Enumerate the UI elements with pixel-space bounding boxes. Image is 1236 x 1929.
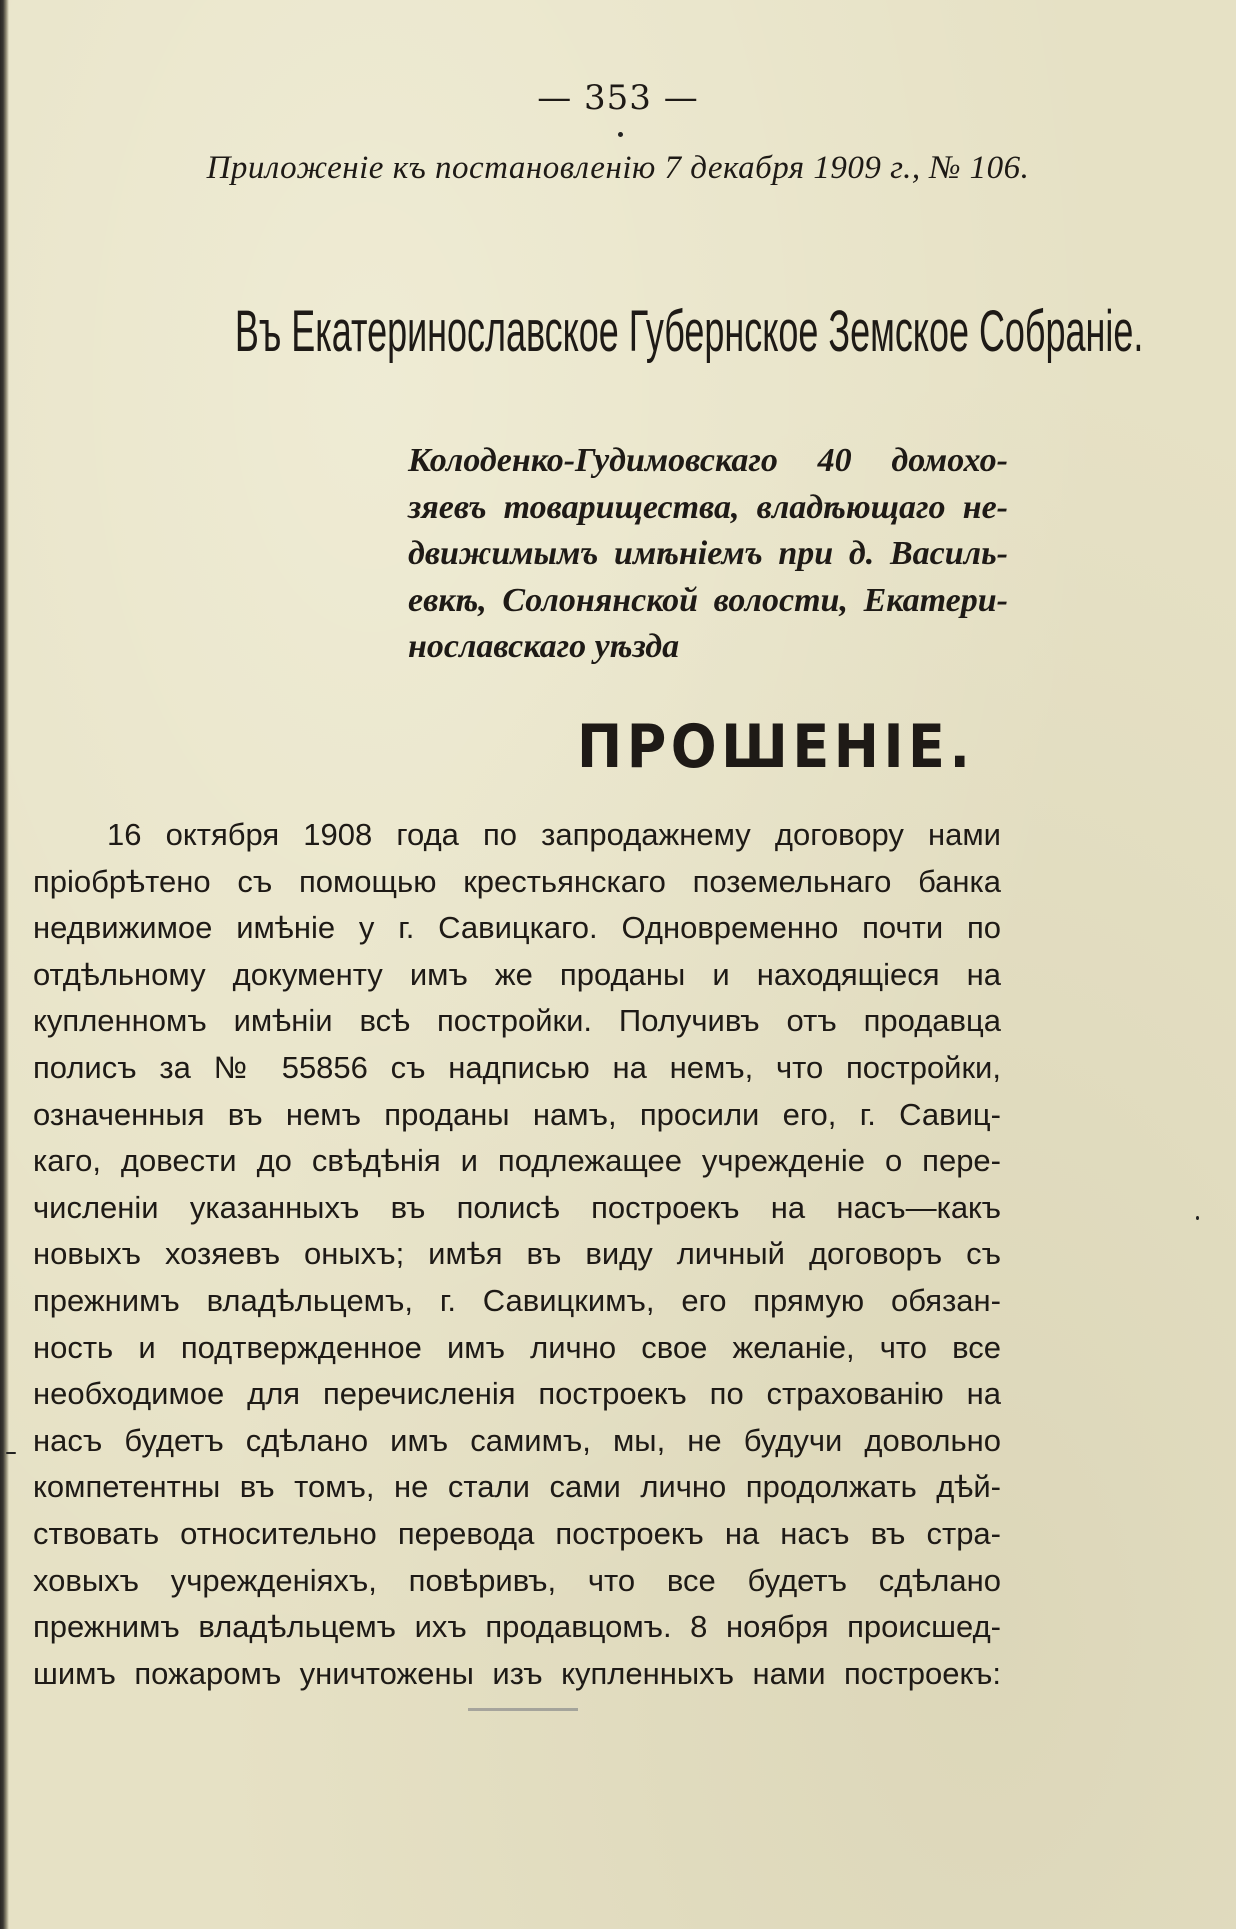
body-line: 16 октября 1908 года по запродажнему договору нами xyxy=(107,817,1001,852)
body-line: недвижимое имѣніе у г. Савицкаго. Одновременно почти по xyxy=(33,910,1001,946)
petitioner-line: евкѣ, Солонянской волости, Екатери- xyxy=(408,581,1008,619)
petitioner-line: нославскаго уѣзда xyxy=(408,628,680,665)
petition-body xyxy=(33,812,1001,1697)
body-line: каго, довести до свѣдѣнія и подлежащее учрежденіе о пере- xyxy=(33,1143,1001,1179)
body-line: прежнимъ владѣльцемъ, г. Савицкимъ, его прямую обязан- xyxy=(33,1282,1001,1318)
body-line: ность и подтвержденное имъ лично свое желаніе, что все xyxy=(33,1329,1001,1365)
ink-speck xyxy=(6,1452,16,1454)
body-line: купленномъ имѣніи всѣ постройки. Получивъ отъ продавца xyxy=(33,1003,1001,1039)
petitioner-line: Колоденко-Гудимовскаго 40 домохо- xyxy=(408,442,1008,479)
petitioner-block xyxy=(408,438,1008,671)
body-line: прежнимъ владѣльцемъ ихъ продавцомъ. 8 ноября происшед- xyxy=(33,1609,1001,1645)
ink-speck xyxy=(1196,1216,1199,1220)
body-line: означенныя въ немъ проданы намъ, просили его, г. Савиц- xyxy=(33,1096,1001,1132)
document-title: ПРОШЕНІЕ. xyxy=(577,712,975,782)
body-line: отдѣльному документу имъ же проданы и находящіеся на xyxy=(33,956,1001,992)
body-line: ствовать относительно перевода построекъ на насъ въ стра- xyxy=(33,1515,1001,1551)
ink-speck xyxy=(618,132,623,137)
body-line: новыхъ хозяевъ оныхъ; имѣя въ виду личный договоръ съ xyxy=(33,1236,1001,1272)
body-line: численіи указанныхъ въ полисѣ построекъ на насъ—какъ xyxy=(33,1189,1001,1225)
petitioner-line: движимымъ имѣніемъ при д. Василь- xyxy=(408,535,1008,572)
end-rule xyxy=(468,1708,578,1711)
body-line: компетентны въ томъ, не стали сами лично продолжать дѣй- xyxy=(33,1469,1001,1505)
petitioner-line: зяевъ товарищества, владѣющаго не- xyxy=(408,488,1008,526)
body-line: пріобрѣтено съ помощью крестьянскаго поземельнаго банка xyxy=(33,863,1001,899)
appendix-note: Приложеніе къ постановленію 7 декабря 1909 г., № 106. xyxy=(206,150,1030,186)
addressee-heading: Въ Екатеринославское Губернское Земское Собраніе. xyxy=(234,299,1144,364)
page-binding-edge xyxy=(0,0,9,1929)
body-line: ховыхъ учрежденіяхъ, повѣривъ, что все будетъ сдѣлано xyxy=(33,1562,1001,1598)
page-number: — 353 — xyxy=(537,78,699,118)
body-line: насъ будетъ сдѣлано имъ самимъ, мы, не будучи довольно xyxy=(33,1422,1001,1458)
body-line: полисъ за № 55856 съ надписью на немъ, что постройки, xyxy=(33,1049,1001,1085)
body-line: необходимое для перечисленія построекъ по страхованію на xyxy=(33,1376,1001,1412)
body-line: шимъ пожаромъ уничтожены изъ купленныхъ нами построекъ: xyxy=(33,1655,1001,1691)
